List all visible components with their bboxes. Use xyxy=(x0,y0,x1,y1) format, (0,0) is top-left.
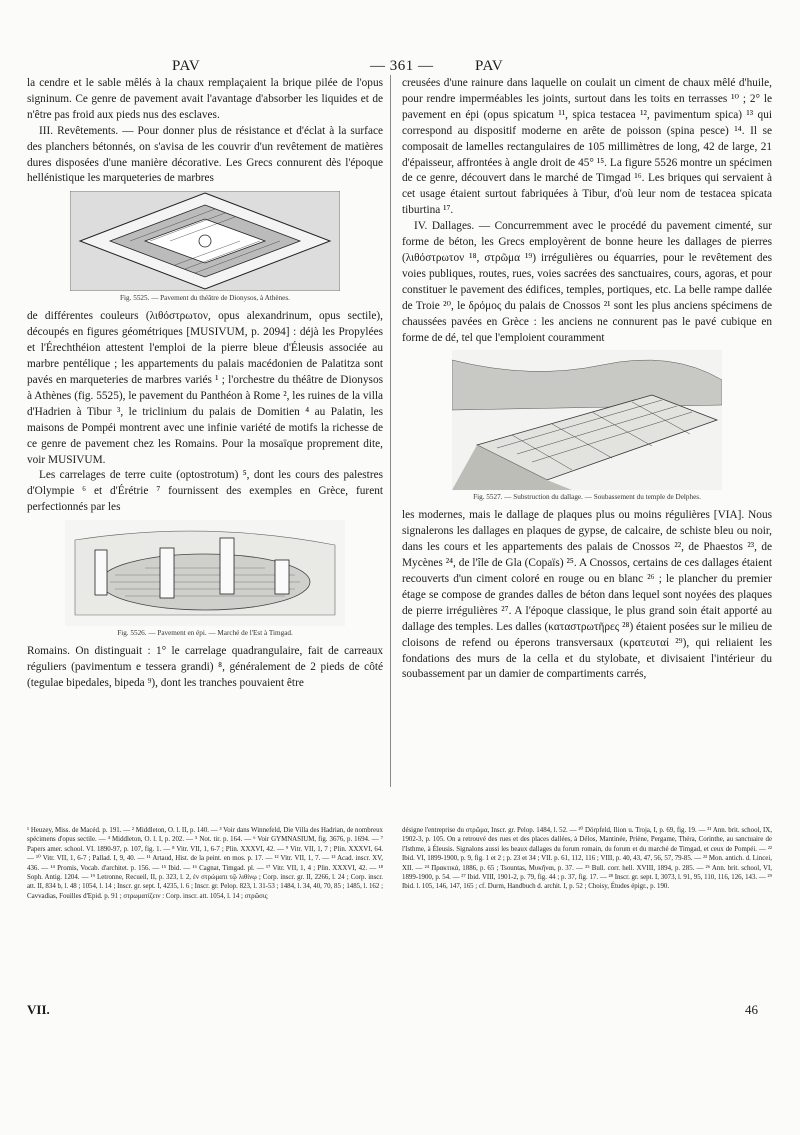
running-head-left: PAV xyxy=(172,58,201,74)
right-paragraph-1: creusées d'une rainure dans laquelle on coulait un ciment de chaux mêlé d'huile, pour rendre imperméables les joints, surtout dans les toits en terrasses ¹⁰ ; 2° le pavement en épi (opus spicatum ¹¹, spica testacea ¹², pavimentum spica) ¹³ qui correspond au dispositif moderne en arête de poisson (spina pesce) ¹⁴. Il se composait de lamelles rectangulaires de 105 millimètres de long, 42 de large, 21 d'épaisseur, affrontées à angle droit de 45° ¹⁵. La figure 5526 montre un spécimen de ce genre, découvert dans le marché de Timgad ¹⁶. Les briques qui servaient à cet usage étaient surtout fabriquées à Tibur, d'où leur nom de testacea spicata tiburtina ¹⁷. xyxy=(402,77,772,217)
right-paragraph-3: les modernes, mais le dallage de plaques plus ou moins régulières [VIA]. Nous signalerons les dallages en plaques de gypse, de calcaire, de schiste bleu ou noir, dans les cours et les appartements des palais de Cnossos ²², de Phaestos ²³, de Mycènes ²⁴, de l'île de Gla (Copaïs) ²⁵. A Cnossos, certains de ces dallages étaient recouverts d'un ciment coloré en rouge ou en blanc ²⁶ ; le plancher du premier étage se compose de grandes dalles de béton dans lequel sont noyées des plaques de pierre irrégulières ²⁷. A l'époque classique, le plus grand soin était apporté au dallage des temples. Les dalles (καταστρωτῆρες ²⁸) étaient posées sur le milieu de cloisons de refend ou éperons transversaux (κρατευταί ²⁹), qui reliaient les fondations des murs de la cella et du stylobate, et divisaient l'intérieur du soubassement par un damier de compartiments carrés, xyxy=(402,509,772,681)
right-paragraph-2: IV. Dallages. — Concurremment avec le procédé du pavement cimenté, sur forme de béton, les Grecs employèrent de bonne heure les dallages de pierres (λιθόστρωτον ¹⁸, στρῶμα ¹⁹) irrégulières ou équarries, pour le revêtement des voies publiques, routes, rues, voies sacrées des sanctuaires, cours, agoras, et pour constituer le pavement des édifices, temples, portiques, etc. La belle rampe dallée de Troie ²⁰, le δρόμος du palais de Cnossos ²¹ sont les plus anciens spécimens de chaussées pavées en Grèce : les anciens ne connurent pas le pavé cubique en forme de dé, tel que l'emploient couramment xyxy=(402,220,772,344)
footnotes-right: désigne l'entreprise du στρῶμα, Inscr. gr. Pelop. 1484, l. 52. — ²⁰ Dörpfeld, Ilion u. Troja, I, p. 69, fig. 19. — ²¹ Ann. brit. school, IX, 1902-3, p. 105. On a retrouvé des rues et des places dallées, à Délos, Mantinée, Priène, Pergame, Théra, Corinthe, au sanctuaire de l'Isthme, à Éleusis. Signalons aussi les beaux dallages du forum romain, du forum et du marché de Timgad, et ceux de Pompéi. — ²² Ibid. VI, 1899-1900, p. 9, fig. 1 et 2 ; p. 23 et 34 ; VII. p. 61, 112, 116 ; VIII, p. 40, 43, 47, 56, 57, 79-85. — ²³ Mon. antich. d. Lincei, XII. — ²⁴ Πρακτικά, 1886, p. 65 ; Tsountas, Μυκῆναι, p. 37. — ²⁵ Bull. corr. hell. XVIII, 1894, p. 285. — ²⁶ Ann. brit. school, VI, 1899-1900, p. 54. — ²⁷ Ibid. VIII, 1901-2, p. 79, fig. 44 ; p. 37, fig. 17. — ²⁸ Inscr. gr. sept. I, 3073, l. 91, 95, 110, 116, 126, 143. — ²⁹ Ibid. l. 105, 146, 147, 165 ; cf. Durm, Handbuch d. archit. I, p. 52 ; Choisy, Études épigr., p. 190. xyxy=(402,827,772,891)
left-paragraph-3: de différentes couleurs (λιθόστρωτον, opus alexandrinum, opus sectile), découpés en figures géométriques [MUSIVUM, p. 2094] : déjà les Propylées et l'Érechthéion attestent l'emploi de la pierre bleue d'Éleusis associée au marbre pentélique ; les appartements du palais macédonien de Palatitza sont pavés en marqueteries de marbres variés ¹ ; l'orchestre du théâtre de Dionysos à Athènes (fig. 5525), le pavement du Panthéon à Rome ², les ruines de la villa d'Hadrien à Tibur ³, le triclinium du palais de Domitien ⁴ au Palatin, les maisons de Pompéi montrent avec une infinie variété de motifs la richesse de ce genre de pavement chez les Romains. Pour la mosaïque proprement dite, voir MUSIVUM. xyxy=(27,310,383,466)
figure-5526-caption: Fig. 5526. — Pavement en épi. — Marché de l'Est à Timgad. xyxy=(117,629,293,638)
figure-5525-pavement-illustration xyxy=(70,191,340,291)
figure-5527-delphi-illustration xyxy=(452,350,722,490)
right-column xyxy=(402,76,772,683)
sheet-number: 46 xyxy=(745,1002,758,1017)
left-paragraph-2: III. Revêtements. — Pour donner plus de résistance et d'éclat à la surface des planchers bétonnés, on s'avisa de les couvrir d'un revêtement de matières dures disposées d'une manière décorative. Les Grecs connurent dès l'époque hellénistique les marqueteries de marbres xyxy=(27,124,383,185)
figure-5526-market-illustration xyxy=(65,520,345,626)
running-head-right: PAV xyxy=(475,58,504,74)
signature-mark: VII. xyxy=(27,1002,50,1017)
left-column xyxy=(27,76,383,692)
footnotes-left: ¹ Heuzey, Miss. de Macéd. p. 191. — ² Middleton, O. l. II, p. 140. — ³ Voir dans Winnefeld, Die Villa des Hadrian, de nombreux spécimens d'opus sectile. — ⁴ Middleton, O. l. I, p. 202. — ⁵ Not. tir. p. 164. — ⁶ Voir GYMNASIUM, fig. 3676, p. 1694. — ⁷ Papers amer. school. VI. 1890-97, p. 107, fig. 1. — ⁸ Vitr. VII, 1, 6-7 ; Plin. XXXVI, 42. — ⁹ Vitr. VII, 1, 7 ; Plin. XXXVI, 64. — ¹⁰ Vitr. VII, 1, 6-7 ; Pallad. I, 9, 40. — ¹¹ Artaud, Hist. de la peint. en mos. p. 17. — ¹² Vitr. VII, 1, 7. — ¹³ Acad. inscr. XV, 436. — ¹⁴ Promis, Vocab. d'architet. p. 156. — ¹⁵ Ibid. — ¹⁶ Cagnat, Timgad. pl. — ¹⁷ Vitr. VII, 1, 4 ; Plin. XXXVI, 42. — ¹⁸ Soph. Antig. 1204. — ¹⁹ Letronne, Recueil, II, p. 323, l. 2, ἐν στρώματι τῷ λιθίνῳ ; Corp. inscr. gr. II, 2266, l. 24 ; Corp. inscr. att. II, 834 b, l. 48 ; 1054, l. 14 ; Inscr. gr. sept. I, 4235, l. 6 ; Inscr. gr. Pelop. 823, l. 31-53 ; 1484, l. 34, 40, 70, 85 ; 1485, l. 162 ; Cavvadias, Fouilles d'Epid. p. 91 ; στρωματίζειν : Corp. inscr. att. 1054, l. 14 ; στρῶσις xyxy=(27,827,383,900)
figure-5527-caption: Fig. 5527. — Substruction du dallage. — Soubassement du temple de Delphes. xyxy=(473,493,701,502)
figure-5525-caption: Fig. 5525. — Pavement du théâtre de Dionysos, à Athènes. xyxy=(120,294,290,303)
left-paragraph-5: Romains. On distinguait : 1° le carrelage quadrangulaire, fait de carreaux réguliers (pavimentum e tessera grandi) ⁸, généralement de 2 pieds de côté (tegulae bipedales, bipeda ⁹), dont les tranches pouvaient être xyxy=(27,645,383,689)
left-paragraph-1: la cendre et le sable mêlés à la chaux remplaçaient la brique pilée de l'opus signinum. Ce genre de pavement avait l'avantage d'absorber les liquides et de n'être pas froid aux pieds nus des esclaves. xyxy=(27,77,383,121)
left-paragraph-4: Les carrelages de terre cuite (optostrotum) ⁵, dont les cours des palestres d'Olympie ⁶ et d'Érétrie ⁷ fournissent des exemples en Grèce, furent perfectionnés par les xyxy=(27,469,383,514)
column-rule xyxy=(390,75,391,787)
page-number: — 361 — xyxy=(370,58,434,74)
